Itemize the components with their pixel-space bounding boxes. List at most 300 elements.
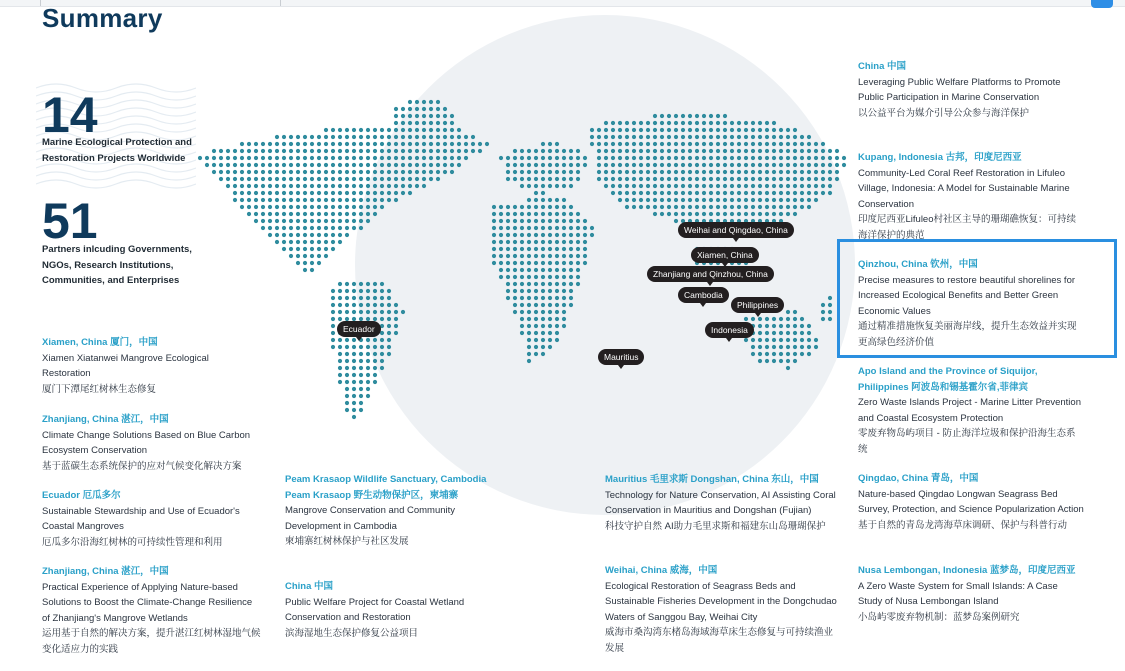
map-dot [562,247,566,251]
partners-count-label: Partners inlcuding Governments, NGOs, Research Institutions, Communities, and Enterprises [42,244,192,286]
map-dot [429,114,433,118]
map-dot [422,128,426,132]
map-dot [625,177,629,181]
map-dot [331,345,335,349]
map-dot [583,226,587,230]
map-dot [709,198,713,202]
map-dot [709,191,713,195]
map-dot [506,219,510,223]
map-pin[interactable]: Zhanjiang and Qinzhou, China [647,266,774,282]
map-dot [555,219,559,223]
map-dot [800,177,804,181]
map-dot [303,219,307,223]
map-dot [534,268,538,272]
map-dot [261,163,265,167]
map-dot [303,240,307,244]
map-dot [366,338,370,342]
map-dot [380,345,384,349]
map-dot [730,170,734,174]
map-dot [702,135,706,139]
map-dot [247,184,251,188]
map-dot [345,135,349,139]
map-dot [366,128,370,132]
map-dot [779,142,783,146]
map-dot [345,233,349,237]
map-dot [352,352,356,356]
project-entry [42,412,252,474]
map-dot [296,163,300,167]
map-dot [373,296,377,300]
map-dot [373,184,377,188]
map-dot [779,338,783,342]
map-dot [352,226,356,230]
map-dot [702,121,706,125]
map-dot [737,170,741,174]
map-dot [758,205,762,209]
map-dot [751,345,755,349]
map-dot [772,121,776,125]
map-dot [730,156,734,160]
map-dot [828,303,832,307]
map-dot [821,170,825,174]
map-dot [527,170,531,174]
map-dot [590,128,594,132]
map-dot [555,177,559,181]
map-dot [324,226,328,230]
map-dot [688,114,692,118]
map-dot [681,198,685,202]
map-dot [506,268,510,272]
map-dot [646,142,650,146]
map-dot [688,170,692,174]
map-dot [492,205,496,209]
map-dot [800,317,804,321]
map-dot [527,324,531,328]
map-dot [506,177,510,181]
map-dot [660,142,664,146]
map-dot [394,156,398,160]
map-dot [443,142,447,146]
map-dot [345,296,349,300]
map-dot [387,331,391,335]
map-dot [660,212,664,216]
map-dot [632,163,636,167]
map-dot [758,352,762,356]
map-dot [786,205,790,209]
map-dot [373,338,377,342]
map-dot [695,142,699,146]
map-dot [639,121,643,125]
map-dot [716,205,720,209]
map-dot [324,156,328,160]
map-dot [835,170,839,174]
project-title-en: Xiamen Xiatanwei Mangrove Ecological Restoration [42,352,209,379]
map-dot [352,366,356,370]
map-dot [324,198,328,202]
project-title-zh: 基于蓝碳生态系统保护的应对气候变化解决方案 [42,460,242,472]
map-dot [569,219,573,223]
map-dot [527,254,531,258]
map-dot [555,310,559,314]
map-dot [520,317,524,321]
map-dot [618,177,622,181]
map-dot [737,205,741,209]
map-dot [366,170,370,174]
map-dot [772,135,776,139]
map-dot [527,331,531,335]
map-dot [786,191,790,195]
map-dot [562,317,566,321]
map-dot [576,177,580,181]
map-dot [310,205,314,209]
map-dot [359,163,363,167]
map-dot [366,303,370,307]
map-dot [555,233,559,237]
map-dot [289,233,293,237]
map-dot [562,163,566,167]
map-dot [772,338,776,342]
map-pin[interactable]: Mauritius [598,349,644,365]
map-dot [709,128,713,132]
map-dot [576,156,580,160]
map-dot [359,373,363,377]
map-dot [786,366,790,370]
map-dot [772,205,776,209]
map-dot [282,170,286,174]
map-dot [387,317,391,321]
map-dot [555,303,559,307]
map-dot [576,240,580,244]
map-dot [562,310,566,314]
map-pin[interactable]: Weihai and Qingdao, China [678,222,794,238]
map-dot [401,107,405,111]
map-dot [534,240,538,244]
map-dot [674,184,678,188]
map-dot [261,191,265,195]
map-dot [695,149,699,153]
map-dot [289,191,293,195]
map-dot [555,149,559,153]
map-dot [261,156,265,160]
map-dot [569,156,573,160]
map-dot [583,254,587,258]
map-dot [513,212,517,216]
map-dot [562,296,566,300]
map-dot [618,170,622,174]
map-dot [604,184,608,188]
map-dot [660,170,664,174]
map-dot [639,149,643,153]
map-dot [541,352,545,356]
map-dot [548,149,552,153]
map-dot [464,135,468,139]
map-dot [625,149,629,153]
map-dot [324,184,328,188]
map-dot [352,177,356,181]
map-dot [443,170,447,174]
toolbar-divider [40,0,41,6]
map-dot [345,387,349,391]
map-dot [709,114,713,118]
project-title-en: Community-Led Coral Reef Restoration in Lifuleo Village, Indonesia: A Model for Sustainable Marine Conservation [858,167,1070,210]
map-dot [800,198,804,202]
map-dot [345,380,349,384]
map-pin[interactable]: Philippines [731,297,784,313]
map-dot [247,156,251,160]
map-dot [653,212,657,216]
map-dot [380,191,384,195]
map-dot [793,338,797,342]
map-dot [548,268,552,272]
project-title-en: Practical Experience of Applying Nature-based Solutions to Boost the Climate-Change Resilience of Zhanjiang's Mangrove Wetlands [42,581,253,624]
map-dot [310,219,314,223]
map-dot [541,149,545,153]
map-dot [541,240,545,244]
map-dot [275,163,279,167]
project-title-en: Technology for Nature Conservation, AI Assisting Coral Conservation in Mauritius and Dongshan (Fujian) [605,489,836,516]
map-dot [744,121,748,125]
map-dot [534,324,538,328]
map-dot [611,149,615,153]
map-dot [240,205,244,209]
project-entry [858,59,1078,121]
map-dot [639,163,643,167]
map-dot [268,170,272,174]
map-dot [667,177,671,181]
map-dot [765,135,769,139]
map-dot [261,205,265,209]
map-dot [807,170,811,174]
map-dot [737,142,741,146]
project-title-en: A Zero Waste System for Small Islands: A Case Study of Nusa Lembongan Island [858,580,1058,607]
map-dot [793,317,797,321]
map-dot [338,373,342,377]
map-dot [352,219,356,223]
map-dot [821,163,825,167]
map-dot [534,149,538,153]
map-dot [737,135,741,139]
map-dot [555,198,559,202]
map-dot [786,359,790,363]
map-pin[interactable]: Cambodia [678,287,729,303]
map-dot [800,142,804,146]
map-dot [702,156,706,160]
map-dot [534,163,538,167]
map-dot [541,268,545,272]
map-dot [268,219,272,223]
map-dot [800,205,804,209]
map-dot [562,198,566,202]
map-dot [331,226,335,230]
map-dot [394,317,398,321]
map-dot [352,394,356,398]
map-dot [338,282,342,286]
map-dot [380,310,384,314]
map-dot [359,380,363,384]
map-dot [548,247,552,251]
map-dot [555,275,559,279]
map-dot [324,247,328,251]
map-dot [779,191,783,195]
map-dot [520,268,524,272]
map-dot [331,149,335,153]
map-dot [394,163,398,167]
map-dot [324,219,328,223]
map-dot [331,233,335,237]
map-dot [429,135,433,139]
map-dot [695,121,699,125]
project-location: Qinzhou, China 钦州，中国 [858,259,978,270]
map-dot [604,121,608,125]
map-dot [380,282,384,286]
map-dot [331,331,335,335]
map-dot [660,191,664,195]
map-dot [541,170,545,174]
map-dot [534,254,538,258]
map-dot [331,135,335,139]
map-dot [247,205,251,209]
map-dot [499,254,503,258]
map-dot [646,191,650,195]
map-dot [324,240,328,244]
map-dot [562,205,566,209]
map-dot [800,156,804,160]
map-dot [772,324,776,328]
map-dot [331,303,335,307]
map-dot [394,149,398,153]
map-dot [653,121,657,125]
map-dot [268,142,272,146]
map-dot [625,191,629,195]
map-dot [527,184,531,188]
map-dot [751,338,755,342]
map-dot [373,156,377,160]
map-pin[interactable]: Ecuador [337,321,381,337]
map-dot [744,170,748,174]
map-dot [674,198,678,202]
map-dot [443,149,447,153]
map-dot [373,345,377,349]
map-dot [499,233,503,237]
map-dot [303,226,307,230]
map-dot [751,212,755,216]
project-title-en: Climate Change Solutions Based on Blue Carbon Ecosystem Conservation [42,429,251,456]
map-dot [667,163,671,167]
map-dot [793,310,797,314]
map-dot [779,324,783,328]
map-dot [765,142,769,146]
map-dot [366,177,370,181]
map-dot [667,184,671,188]
map-dot [674,177,678,181]
map-dot [408,135,412,139]
map-dot [569,247,573,251]
map-dot [289,254,293,258]
map-dot [345,177,349,181]
map-dot [527,338,531,342]
map-dot [296,184,300,188]
map-dot [562,226,566,230]
project-title-en: Nature-based Qingdao Longwan Seagrass Bed Survey, Protection, and Science Popularization Action [858,488,1084,515]
map-dot [716,212,720,216]
map-dot [681,114,685,118]
map-dot [429,107,433,111]
map-dot [520,226,524,230]
map-dot [583,156,587,160]
map-dot [611,184,615,188]
map-dot [555,254,559,258]
map-dot [506,170,510,174]
project-entry [42,335,242,397]
map-dot [310,226,314,230]
map-dot [828,310,832,314]
map-dot [324,163,328,167]
map-dot [464,149,468,153]
map-dot [548,142,552,146]
map-dot [450,135,454,139]
map-dot [688,198,692,202]
map-dot [520,233,524,237]
map-dot [527,310,531,314]
map-dot [814,156,818,160]
project-entry [42,488,267,550]
map-dot [541,324,545,328]
map-dot [408,121,412,125]
map-dot [338,177,342,181]
map-dot [373,163,377,167]
map-dot [436,142,440,146]
map-dot [282,156,286,160]
map-dot [303,149,307,153]
map-dot [240,156,244,160]
map-dot [702,170,706,174]
map-dot [786,149,790,153]
map-dot [751,170,755,174]
map-dot [296,219,300,223]
map-dot [786,310,790,314]
map-dot [632,142,636,146]
map-pin[interactable]: Xiamen, China [691,247,759,263]
map-dot [436,156,440,160]
map-dot [772,128,776,132]
map-dot [562,254,566,258]
map-dot [814,177,818,181]
map-dot [513,296,517,300]
corner-button[interactable] [1091,0,1113,8]
map-dot [709,156,713,160]
map-dot [275,233,279,237]
map-dot [772,198,776,202]
map-dot [772,352,776,356]
map-pin[interactable]: Indonesia [705,322,754,338]
map-dot [380,352,384,356]
map-dot [814,142,818,146]
map-dot [681,205,685,209]
map-dot [709,149,713,153]
map-dot [779,352,783,356]
map-dot [590,233,594,237]
map-dot [233,163,237,167]
map-dot [513,156,517,160]
map-dot [793,177,797,181]
map-dot [527,296,531,300]
map-dot [807,135,811,139]
map-dot [583,247,587,251]
map-dot [317,177,321,181]
map-dot [345,191,349,195]
map-dot [282,163,286,167]
map-dot [415,107,419,111]
